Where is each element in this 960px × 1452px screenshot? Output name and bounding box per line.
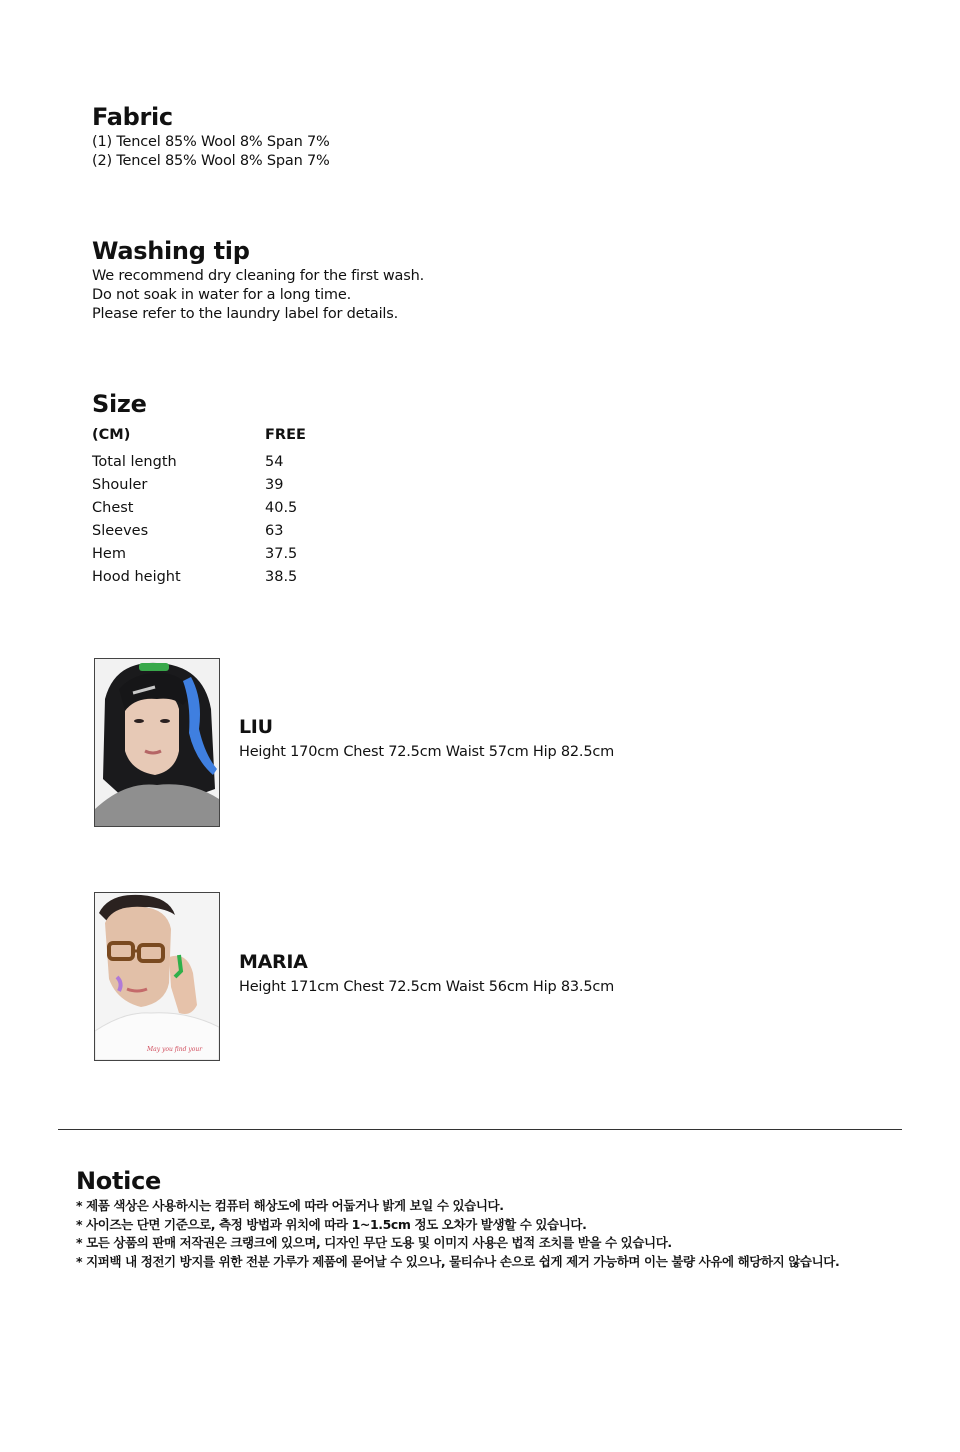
size-row-label: Sleeves bbox=[92, 523, 149, 539]
size-unit-label: (CM) bbox=[92, 427, 131, 443]
size-row-label: Total length bbox=[92, 454, 177, 470]
size-row bbox=[92, 569, 352, 592]
size-section bbox=[92, 390, 392, 600]
fabric-line: (2) Tencel 85% Wool 8% Span 7% bbox=[92, 153, 330, 169]
size-row-label: Shouler bbox=[92, 477, 148, 493]
washing-title: Washing tip bbox=[92, 237, 250, 265]
size-row-label: Hem bbox=[92, 546, 126, 562]
washing-line: Do not soak in water for a long time. bbox=[92, 287, 351, 303]
model-info-liu bbox=[239, 716, 614, 760]
notice-line: * 모든 상품의 판매 저작권은 크랭크에 있으며, 디자인 무단 도용 및 이미지 사용은 법적 조치를 받을 수 있습니다. bbox=[76, 1235, 672, 1250]
model-name: MARIA bbox=[239, 951, 308, 973]
fabric-section bbox=[92, 103, 330, 171]
size-row bbox=[92, 500, 352, 523]
notice-line: * 사이즈는 단면 기준으로, 측정 방법과 위치에 따라 1~1.5cm 정도 오차가 발생할 수 있습니다. bbox=[76, 1216, 587, 1232]
size-row bbox=[92, 523, 352, 546]
fabric-title: Fabric bbox=[92, 103, 173, 131]
size-row-value: 37.5 bbox=[265, 546, 298, 562]
notice-title: Notice bbox=[76, 1167, 161, 1195]
size-row-value: 63 bbox=[265, 523, 284, 539]
washing-line: Please refer to the laundry label for details. bbox=[92, 306, 398, 322]
notice-line: * 제품 색상은 사용하시는 컴퓨터 해상도에 따라 어둡거나 밝게 보일 수 있습니다. bbox=[76, 1198, 504, 1213]
size-row-value: 38.5 bbox=[265, 569, 298, 585]
washing-line: We recommend dry cleaning for the first wash. bbox=[92, 268, 424, 284]
notice-section bbox=[76, 1167, 839, 1271]
size-header-row bbox=[92, 427, 352, 450]
shirt-print-text: May you find your bbox=[147, 1046, 203, 1053]
size-row-label: Chest bbox=[92, 500, 134, 516]
model-photo-liu bbox=[94, 658, 220, 827]
size-row-label: Hood height bbox=[92, 569, 181, 585]
section-divider bbox=[58, 1129, 902, 1130]
size-row bbox=[92, 477, 352, 500]
size-row bbox=[92, 546, 352, 569]
model-info-maria bbox=[239, 951, 614, 995]
size-row-value: 39 bbox=[265, 477, 284, 493]
size-row-value: 54 bbox=[265, 454, 284, 470]
washing-section bbox=[92, 237, 424, 324]
model-name: LIU bbox=[239, 716, 273, 738]
model-portrait-maria bbox=[95, 893, 219, 1060]
size-row-value: 40.5 bbox=[265, 500, 298, 516]
size-title: Size bbox=[92, 390, 147, 418]
model-stats: Height 170cm Chest 72.5cm Waist 57cm Hip 82.5cm bbox=[239, 744, 615, 760]
model-stats: Height 171cm Chest 72.5cm Waist 56cm Hip 83.5cm bbox=[239, 979, 615, 995]
model-photo-maria bbox=[94, 892, 220, 1061]
notice-line: * 지퍼백 내 정전기 방지를 위한 전분 가루가 제품에 묻어날 수 있으나, 물티슈나 손으로 쉽게 제거 가능하며 이는 불량 사유에 해당하지 않습니다. bbox=[76, 1253, 840, 1269]
size-row bbox=[92, 454, 352, 477]
fabric-line: (1) Tencel 85% Wool 8% Span 7% bbox=[92, 134, 330, 150]
model-portrait-liu bbox=[95, 659, 219, 826]
size-column-label: FREE bbox=[265, 427, 306, 443]
